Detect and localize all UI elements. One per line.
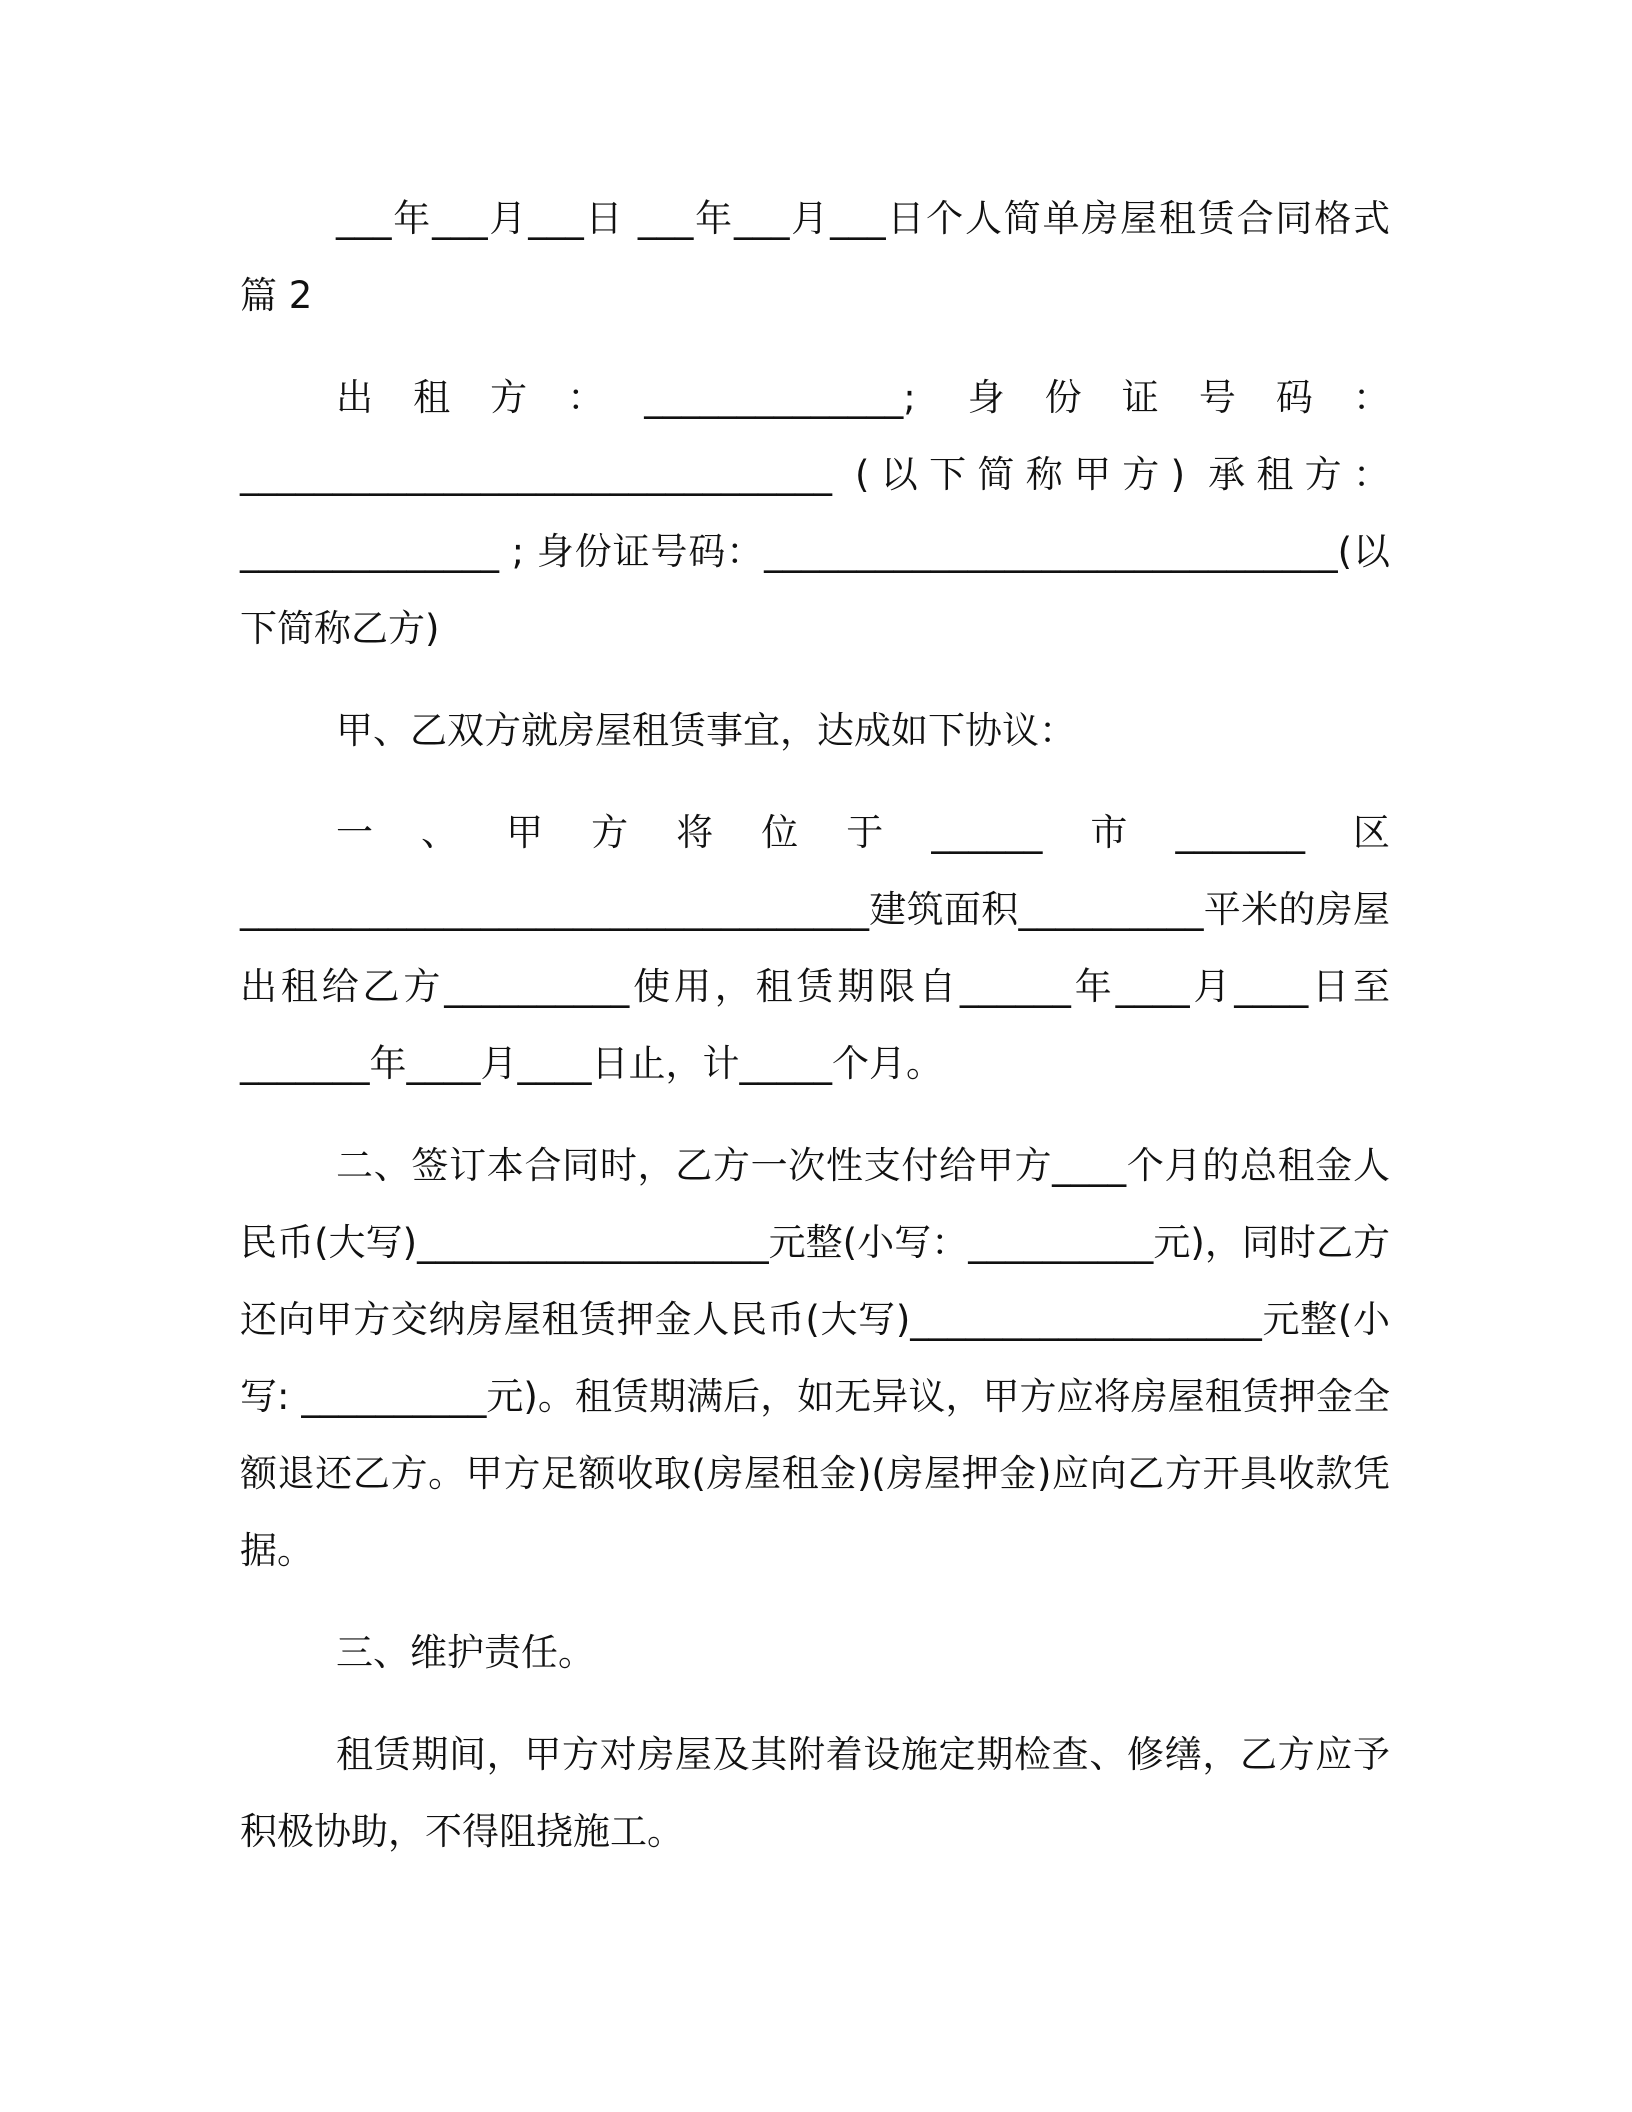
clause-three-heading: 三、维护责任。 [336,1631,595,1674]
clause-one: 一、甲方将位于______市_______区__________________________________建筑面积__________平米的房屋出租给乙方__________使用，租赁期限自______年____月____日至_______年____月____日止，计_____个月。 [240,811,1390,1085]
clause-three-body: 租赁期间，甲方对房屋及其附着设施定期检查、修缮，乙方应予积极协助，不得阻挠施工。 [240,1733,1390,1853]
parties-paragraph: 出租方：______________; 身份证号码：________________________________ (以下简称甲方) 承租方：______________ ; 身份证号码：_______________________________(以下简称乙方) [240,376,1390,650]
document-body [240,180,1390,1895]
agreement-intro: 甲、乙双方就房屋租赁事宜，达成如下协议： [336,709,1076,752]
clause-two: 二、签订本合同时，乙方一次性支付给甲方____个月的总租金人民币(大写)___________________元整(小写：__________元)，同时乙方还向甲方交纳房屋租赁押金人民币(大写)___________________元整(小写: __________元)。租赁期满后，如无异议，甲方应将房屋租赁押金全额退还乙方。甲方足额收取(房屋租金)(房屋押金)应向乙方开具收款凭据。 [240,1144,1390,1572]
document-title: ___年___月___日 ___年___月___日个人简单房屋租赁合同格式 篇 2 [240,197,1390,317]
